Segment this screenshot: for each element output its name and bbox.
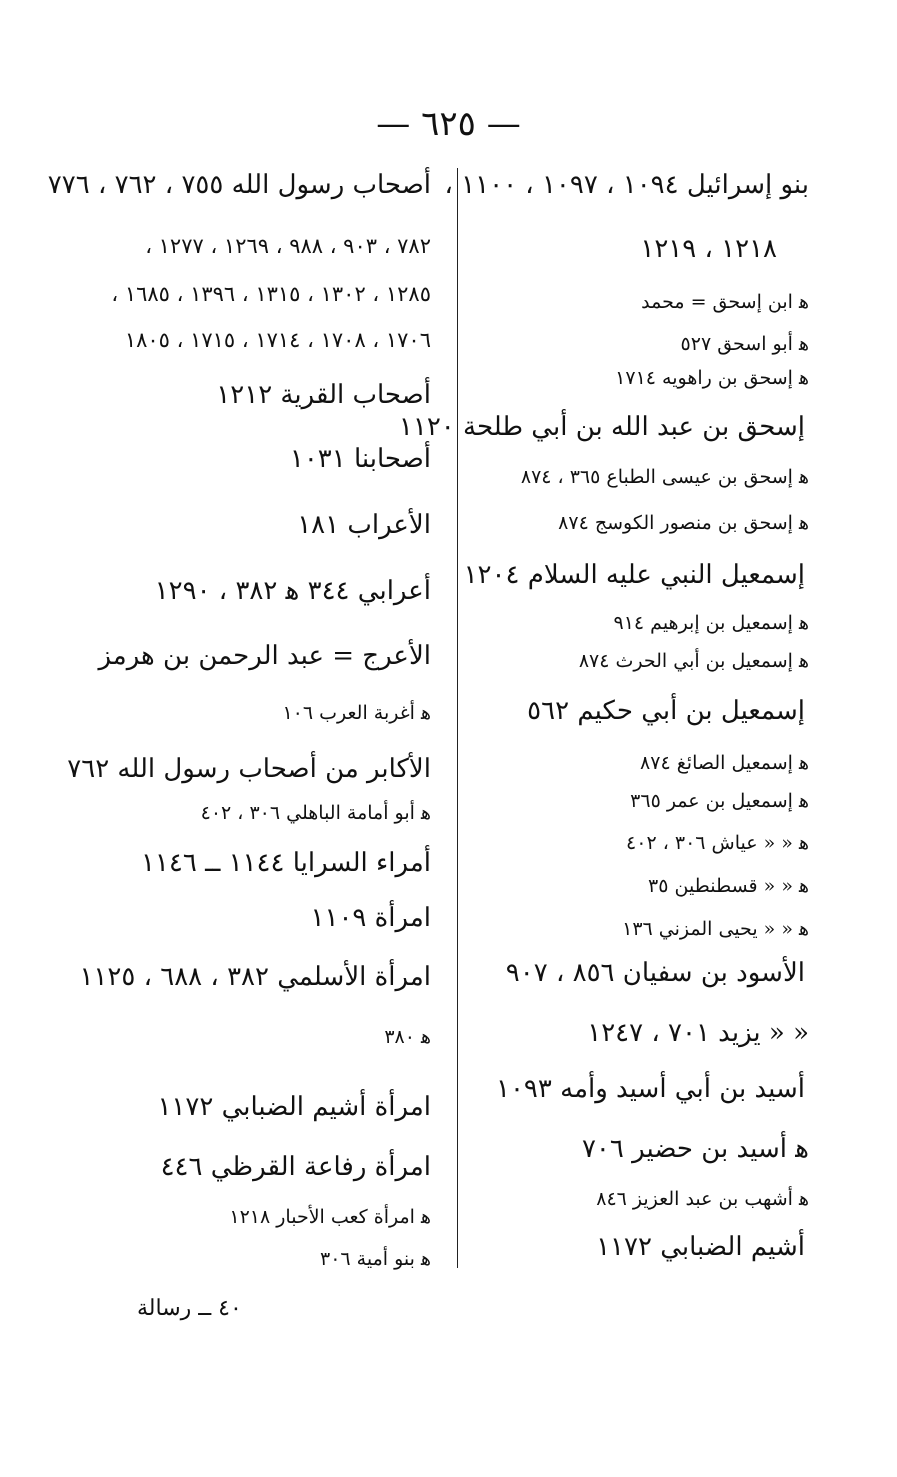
index-entry: أسيد بن أبي أسيد وأمه ١٠٩٣ (496, 1074, 805, 1104)
index-entry: امرأة الأسلمي ٣٨٢ ، ٦٨٨ ، ١١٢٥ (79, 962, 431, 992)
index-entry: ﻫ إسمعيل بن عمر ٣٦٥ (630, 790, 809, 812)
index-entry: أشيم الضبابي ١١٧٢ (596, 1232, 805, 1262)
index-entry: الأعراب ١٨١ (297, 510, 431, 540)
index-entry: ﻫ أشهب بن عبد العزيز ٨٤٦ (596, 1188, 809, 1210)
index-entry: أصحاب القرية ١٢١٢ (216, 380, 431, 410)
index-entry: امرأة رفاعة القرظي ٤٤٦ (160, 1152, 431, 1182)
index-entry: « « يزيد ٧٠١ ، ١٢٤٧ (587, 1018, 809, 1048)
index-entry: الأسود بن سفيان ٨٥٦ ، ٩٠٧ (505, 958, 805, 988)
index-entry: ﻫ أسيد بن حضير ٧٠٦ (581, 1134, 809, 1164)
index-entry: ﻫ إسحق بن منصور الكوسج ٨٧٤ (558, 512, 809, 534)
page-number: — ٦٢٥ — (376, 104, 521, 144)
index-entry: ١٢٨٥ ، ١٣٠٢ ، ١٣١٥ ، ١٣٩٦ ، ١٦٨٥ ، (111, 282, 431, 306)
index-entry: إسمعيل بن أبي حكيم ٥٦٢ (527, 696, 805, 726)
index-entry: ﻫ إسحق بن عيسى الطباع ٣٦٥ ، ٨٧٤ (520, 466, 809, 488)
index-entry: ﻫ « « يحيى المزني ١٣٦ (622, 918, 809, 940)
printer-signature: ٤٠ ــ رسالة (137, 1296, 242, 1321)
index-entry: بنو إسرائيل ١٠٩٤ ، ١٠٩٧ ، ١١٠٠ ، (444, 170, 809, 200)
index-entry: ﻫ إسحق بن راهويه ١٧١٤ (615, 367, 809, 389)
index-entry: ﻫ بنو أمية ٣٠٦ (320, 1248, 431, 1270)
index-entry: ١٢١٨ ، ١٢١٩ (640, 234, 777, 264)
index-entry: ﻫ « « عياش ٣٠٦ ، ٤٠٢ (626, 832, 809, 854)
index-entry: أعرابي ٣٤٤ ﻫ ٣٨٢ ، ١٢٩٠ (154, 576, 431, 606)
index-entry: امرأة أشيم الضبابي ١١٧٢ (157, 1092, 431, 1122)
index-entry: إسحق بن عبد الله بن أبي طلحة ١١٢٠ (398, 412, 805, 442)
index-entry: ﻫ أبو أمامة الباهلي ٣٠٦ ، ٤٠٢ (200, 802, 431, 824)
index-entry: ﻫ امرأة كعب الأحبار ١٢١٨ (229, 1206, 431, 1228)
index-entry: ﻫ أبو اسحق ٥٢٧ (680, 333, 809, 355)
index-entry: ﻫ إسمعيل بن إبرهيم ٩١٤ (613, 612, 809, 634)
index-entry: ﻫ إسمعيل بن أبي الحرث ٨٧٤ (578, 650, 809, 672)
index-entry: أصحاب رسول الله ٧٥٥ ، ٧٦٢ ، ٧٧٦ (47, 170, 431, 200)
index-entry: ﻫ أغربة العرب ١٠٦ (282, 702, 431, 724)
index-entry: الأعرج = عبد الرحمن بن هرمز (98, 641, 431, 671)
index-entry: ﻫ إسمعيل الصائغ ٨٧٤ (640, 752, 809, 774)
index-entry: ١٧٠٦ ، ١٧٠٨ ، ١٧١٤ ، ١٧١٥ ، ١٨٠٥ (124, 328, 431, 352)
index-entry: إسمعيل النبي عليه السلام ١٢٠٤ (463, 560, 805, 590)
index-entry: ﻫ « « قسطنطين ٣٥ (648, 875, 809, 897)
index-entry: أصحابنا ١٠٣١ (289, 444, 431, 474)
column-divider (457, 168, 458, 1268)
index-entry: امرأة ١١٠٩ (310, 903, 431, 933)
index-entry: ﻫ ٣٨٠ (384, 1026, 431, 1048)
index-entry: ﻫ ابن إسحق = محمد (641, 291, 809, 313)
index-entry: الأكابر من أصحاب رسول الله ٧٦٢ (67, 754, 431, 784)
index-entry: ٧٨٢ ، ٩٠٣ ، ٩٨٨ ، ١٢٦٩ ، ١٢٧٧ ، (145, 234, 431, 258)
index-entry: أمراء السرايا ١١٤٤ ــ ١١٤٦ (140, 848, 431, 878)
